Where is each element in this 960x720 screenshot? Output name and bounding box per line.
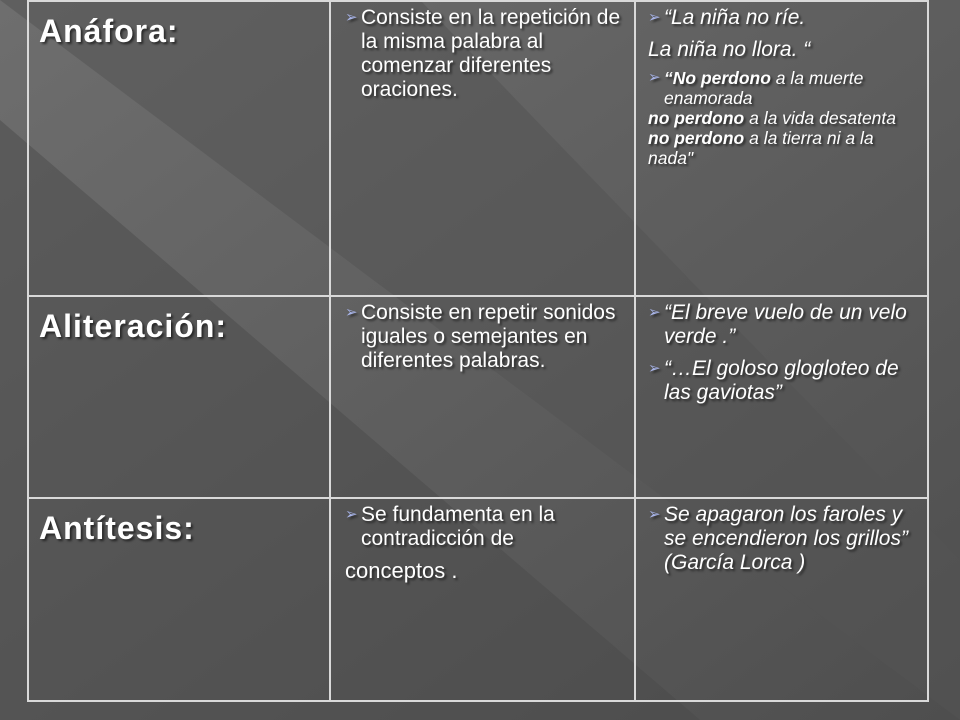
definition-antitesis-line-1: Se fundamenta en la contradicción de xyxy=(361,503,555,551)
definition-cell xyxy=(330,296,635,499)
definition-anafora: Consiste en la repetición de la misma palabra al comenzar diferentes oraciones. xyxy=(361,6,621,101)
list-item xyxy=(345,301,624,373)
term-aliteracion: Aliteración: xyxy=(39,307,228,344)
triangle-bullet-icon: ➢ xyxy=(345,506,358,524)
definition-cell xyxy=(330,498,635,701)
figures-table xyxy=(27,0,929,702)
triangle-bullet-icon: ➢ xyxy=(345,303,358,321)
example-anafora-2-line-3: no perdono a la tierra ni a la nada" xyxy=(648,128,874,168)
example-cell xyxy=(635,296,928,499)
table-row xyxy=(28,1,928,296)
list-item xyxy=(345,503,624,551)
triangle-bullet-icon: ➢ xyxy=(648,359,661,377)
term-anafora: Anáfora: xyxy=(39,13,179,49)
triangle-bullet-icon: ➢ xyxy=(648,506,661,524)
definition-antitesis-line-2: conceptos . xyxy=(345,558,458,584)
triangle-bullet-icon: ➢ xyxy=(648,9,661,26)
example-anafora-2-line-1: “No perdono a la muerte enamorada xyxy=(664,68,864,108)
example-antitesis-1: Se apagaron los faroles y se encendieron los grillos” (García Lorca ) xyxy=(664,503,908,575)
example-cell xyxy=(635,498,928,701)
example-cell xyxy=(635,1,928,296)
triangle-bullet-icon: ➢ xyxy=(648,303,661,321)
example-aliteracion-2: “…El goloso glogloteo de las gaviotas” xyxy=(664,356,899,404)
term-cell xyxy=(28,296,330,499)
definition-cell xyxy=(330,1,635,296)
list-item xyxy=(648,68,917,108)
list-item xyxy=(648,301,917,349)
term-cell xyxy=(28,498,330,701)
list-item xyxy=(648,6,917,30)
definition-aliteracion: Consiste en repetir sonidos iguales o semejantes en diferentes palabras. xyxy=(361,300,616,372)
triangle-bullet-icon: ➢ xyxy=(648,69,661,86)
table-row xyxy=(28,296,928,499)
term-cell xyxy=(28,1,330,296)
term-antitesis: Antítesis: xyxy=(39,510,195,547)
example-anafora-2-line-2: no perdono a la vida desatenta xyxy=(648,108,897,128)
example-anafora-1-line-1: “La niña no ríe. xyxy=(664,6,806,29)
table-row xyxy=(28,498,928,701)
example-anafora-1-line-2: La niña no llora. “ xyxy=(648,38,811,61)
list-item xyxy=(648,357,917,405)
example-aliteracion-1: “El breve vuelo de un velo verde .” xyxy=(664,300,907,348)
triangle-bullet-icon: ➢ xyxy=(345,9,358,26)
list-item xyxy=(648,503,917,575)
list-item xyxy=(345,6,624,102)
